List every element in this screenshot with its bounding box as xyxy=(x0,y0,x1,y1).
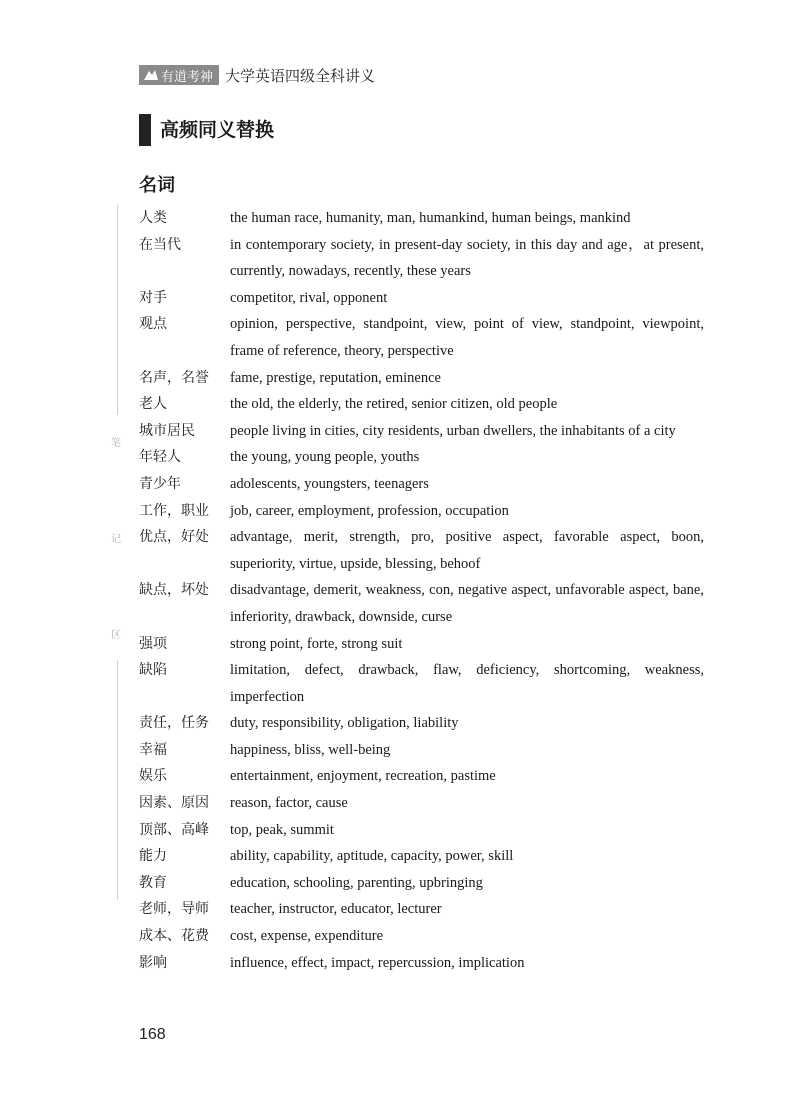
synonym-entry xyxy=(0,498,800,525)
synonym-entry xyxy=(0,950,800,977)
synonym-entry xyxy=(0,710,800,737)
synonym-entry xyxy=(0,870,800,897)
entry-synonyms: limitation, defect, drawback, flaw, deficiency, shortcoming, weakness, imperfection xyxy=(230,662,704,705)
entry-synonyms: reason, factor, cause xyxy=(230,795,348,812)
entry-term: 成本、花费 xyxy=(139,928,209,945)
entry-synonyms: entertainment, enjoyment, recreation, pastime xyxy=(230,768,496,785)
synonym-entry xyxy=(0,524,800,577)
synonym-entry xyxy=(0,843,800,870)
entry-term: 老师，导师 xyxy=(139,901,209,918)
subsection-title: 名词 xyxy=(139,175,175,196)
entry-term: 幸福 xyxy=(139,741,167,758)
entry-term: 在当代 xyxy=(139,236,181,253)
entry-term: 强项 xyxy=(139,635,167,652)
entry-synonyms: duty, responsibility, obligation, liability xyxy=(230,715,459,732)
margin-label: 记 xyxy=(111,534,121,545)
entry-synonyms: opinion, perspective, standpoint, view, point of view, standpoint, viewpoint, frame of reference, theory, perspective xyxy=(230,316,704,359)
page-number: 168 xyxy=(139,1026,166,1043)
page-header xyxy=(139,65,375,85)
entry-synonyms: advantage, merit, strength, pro, positive aspect, favorable aspect, boon, superiority, virtue, upside, blessing, behoof xyxy=(230,529,704,572)
entry-synonyms: influence, effect, impact, repercussion, implication xyxy=(230,954,525,971)
entry-term: 青少年 xyxy=(139,475,181,492)
synonym-entry xyxy=(0,471,800,498)
entry-term: 缺陷 xyxy=(139,662,167,679)
synonym-entry xyxy=(0,737,800,764)
synonym-entry xyxy=(0,418,800,445)
synonym-entry xyxy=(0,896,800,923)
entry-synonyms: in contemporary society, in present-day society, in this day and age，at present, currently, nowadays, recently, these years xyxy=(230,236,704,280)
entry-term: 对手 xyxy=(139,289,167,306)
synonym-entry xyxy=(0,444,800,471)
entry-synonyms: education, schooling, parenting, upbringing xyxy=(230,874,483,891)
entry-term: 教育 xyxy=(139,874,167,891)
entry-term: 因素、原因 xyxy=(139,795,209,812)
entry-synonyms: the old, the elderly, the retired, senior citizen, old people xyxy=(230,396,558,413)
entry-synonyms: adolescents, youngsters, teenagers xyxy=(230,475,429,492)
synonym-entry xyxy=(0,311,800,364)
entry-term: 观点 xyxy=(139,316,167,333)
entry-term: 年轻人 xyxy=(139,449,181,466)
entry-term: 责任，任务 xyxy=(139,715,209,732)
entry-synonyms: teacher, instructor, educator, lecturer xyxy=(230,901,442,918)
book-title: 大学英语四级全科讲义 xyxy=(225,66,376,85)
entry-synonyms: the human race, humanity, man, humankind, human beings, mankind xyxy=(230,210,631,226)
synonym-entry xyxy=(0,205,800,232)
synonym-entry xyxy=(0,365,800,392)
synonym-list xyxy=(0,205,800,976)
synonym-entry xyxy=(0,790,800,817)
entry-synonyms: the young, young people, youths xyxy=(230,449,420,466)
entry-term: 娱乐 xyxy=(139,768,167,785)
entry-term: 老人 xyxy=(139,396,167,413)
entry-term: 顶部、高峰 xyxy=(139,821,209,838)
margin-label: 区 xyxy=(111,630,121,641)
synonym-entry xyxy=(0,391,800,418)
entry-term: 缺点，坏处 xyxy=(139,582,209,599)
entry-term: 优点，好处 xyxy=(139,529,209,546)
entry-synonyms: people living in cities, city residents, urban dwellers, the inhabitants of a city xyxy=(230,422,676,439)
section-marker xyxy=(139,114,151,146)
entry-synonyms: strong point, forte, strong suit xyxy=(230,635,403,652)
synonym-entry xyxy=(0,657,800,710)
entry-term: 工作，职业 xyxy=(139,502,209,519)
entry-synonyms: top, peak, summit xyxy=(230,821,334,838)
entry-synonyms: competitor, rival, opponent xyxy=(230,289,388,306)
entry-term: 影响 xyxy=(139,954,167,971)
brand-logo-icon xyxy=(143,68,159,82)
synonym-entry xyxy=(0,232,800,285)
entry-synonyms: happiness, bliss, well-being xyxy=(230,741,391,758)
section-title: 高频同义替换 xyxy=(160,119,275,141)
synonym-entry xyxy=(0,763,800,790)
synonym-entry xyxy=(0,923,800,950)
synonym-entry xyxy=(0,285,800,312)
entry-term: 城市居民 xyxy=(139,422,195,439)
synonym-entry xyxy=(0,631,800,658)
entry-term: 人类 xyxy=(139,210,167,226)
synonym-entry xyxy=(0,577,800,630)
entry-synonyms: fame, prestige, reputation, eminence xyxy=(230,369,441,386)
margin-label: 笔 xyxy=(111,438,121,449)
entry-synonyms: ability, capability, aptitude, capacity, power, skill xyxy=(230,848,514,865)
brand-name: 有道考神 xyxy=(161,69,214,85)
entry-synonyms: job, career, employment, profession, occupation xyxy=(230,502,509,519)
entry-synonyms: cost, expense, expenditure xyxy=(230,928,384,945)
synonym-entry xyxy=(0,817,800,844)
entry-term: 能力 xyxy=(139,848,167,865)
brand-badge xyxy=(139,65,219,85)
entry-term: 名声，名誉 xyxy=(139,369,209,386)
entry-synonyms: disadvantage, demerit, weakness, con, negative aspect, unfavorable aspect, bane, inferiority, drawback, downside, curse xyxy=(230,582,704,625)
